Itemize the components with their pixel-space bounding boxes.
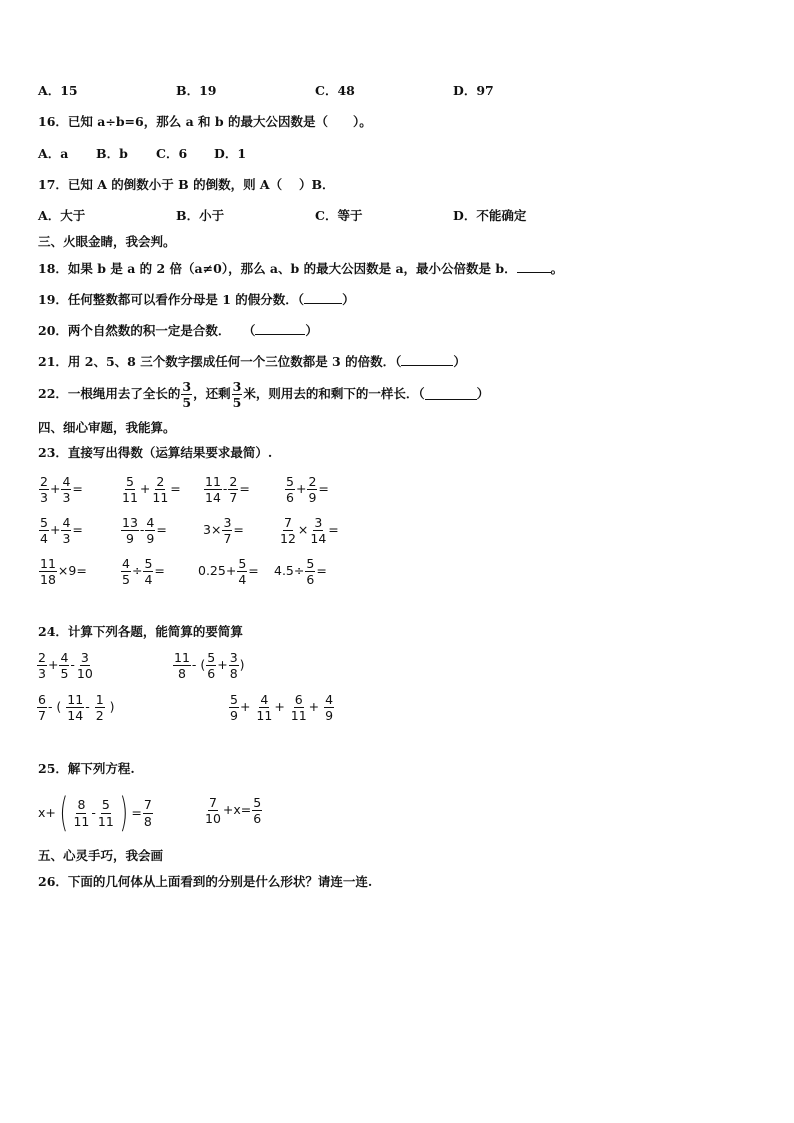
q17-option-c: C．等于 [315, 208, 363, 223]
expr-24-2: 11 8 - ( 5 6 + 3 8 ) [174, 650, 245, 682]
expr-23-6: 13 9 - 4 9 = [122, 515, 167, 547]
fraction-3-5-meter: 3 5 [232, 379, 242, 411]
question-24: 24．计算下列各题，能简算的要简算 [38, 624, 243, 639]
q15-option-c: C．48 [315, 83, 355, 98]
question-23: 23．直接写出得数（运算结果要求最简）. [38, 445, 273, 460]
equation-25-1: x+ ( 8 11 - 5 11 ) = 7 8 [38, 790, 152, 836]
expr-23-11: 0.25+ 5 4 = [198, 556, 259, 588]
section-3-heading: 三、火眼金睛，我会判。 [38, 234, 176, 249]
answer-blank-19[interactable] [304, 293, 342, 304]
q16-option-c: C．6 [156, 146, 188, 161]
q15-option-a: A．15 [38, 83, 78, 98]
question-22: 22．一根绳用去了全长的 3 5 ，还剩 3 5 米，则用去的和剩下的一样长．（ ） [38, 379, 490, 411]
expr-23-4: 5 6 + 2 9 = [286, 474, 329, 506]
expr-24-4: 5 9 + 4 11 + 6 11 + 4 9 [230, 692, 334, 724]
expr-23-12: 4.5÷ 5 6 = [274, 556, 327, 588]
q17-option-b: B．小于 [176, 208, 225, 223]
question-19-text: 19．任何整数都可以看作分母是 1 的假分数．（ [38, 292, 305, 307]
question-20: 20．两个自然数的积一定是合数． （ ） [38, 323, 318, 338]
expr-23-10: 4 5 ÷ 5 4 = [122, 556, 165, 588]
answer-blank-22[interactable] [425, 389, 477, 400]
question-25: 25．解下列方程. [38, 761, 135, 776]
section-4-heading: 四、细心审题，我能算。 [38, 420, 176, 435]
q17-option-d: D．不能确定 [453, 208, 527, 223]
question-21: 21．用 2、5、8 三个数字摆成任何一个三位数都是 3 的倍数．（ ） [38, 354, 466, 369]
question-22-text-b: ，还剩 [193, 386, 231, 402]
expr-23-1: 2 3 + 4 3 = [40, 474, 83, 506]
question-17: 17．已知 A 的倒数小于 B 的倒数，则 A（ ）B． [38, 177, 335, 192]
question-19: 19．任何整数都可以看作分母是 1 的假分数．（ ） [38, 292, 355, 307]
expr-23-3: 11 14 - 2 7 = [205, 474, 250, 506]
question-22-text-c: 米，则用去的和剩下的一样长．（ [243, 386, 425, 402]
q15-option-d: D．97 [453, 83, 494, 98]
answer-blank-20[interactable] [255, 324, 305, 335]
expr-24-3: 6 7 - ( 11 14 - 1 2 ) [38, 692, 115, 724]
expr-23-8: 7 12 × 3 14 = [280, 515, 339, 547]
answer-blank-18[interactable] [517, 262, 551, 273]
section-5-heading: 五、心灵手巧，我会画 [38, 848, 164, 863]
q17-option-a: A．大于 [38, 208, 86, 223]
question-16: 16．已知 a÷b=6，那么 a 和 b 的最大公因数是（ ）。 [38, 114, 372, 129]
q15-option-b: B．19 [176, 83, 217, 98]
q16-option-a: A．a [38, 146, 69, 161]
expr-23-2: 5 11 + 2 11 = [122, 474, 181, 506]
question-20-text: 20．两个自然数的积一定是合数． （ [38, 323, 256, 338]
question-18: 18．如果 b 是 a 的 2 倍（a≠0），那么 a、b 的最大公因数是 a，最小公倍数是 b． 。 [38, 261, 564, 276]
question-18-text: 18．如果 b 是 a 的 2 倍（a≠0），那么 a、b 的最大公因数是 a，最小公倍数是 b． [38, 261, 517, 276]
question-21-text: 21．用 2、5、8 三个数字摆成任何一个三位数都是 3 的倍数．（ [38, 354, 402, 369]
question-22-text-a: 22．一根绳用去了全长的 [38, 386, 181, 402]
q16-option-b: B．b [96, 146, 128, 161]
question-26: 26．下面的几何体从上面看到的分别是什么形状？请连一连. [38, 874, 373, 889]
answer-blank-21[interactable] [401, 355, 453, 366]
expr-23-5: 5 4 + 4 3 = [40, 515, 83, 547]
equation-25-2: 7 10 +x= 5 6 [205, 795, 262, 827]
q16-option-d: D．1 [214, 146, 247, 161]
fraction-3-5: 3 5 [182, 379, 192, 411]
expr-24-1: 2 3 + 4 5 - 3 10 [38, 650, 93, 682]
expr-23-7: 3× 3 7 = [203, 515, 244, 547]
expr-23-9: 11 18 ×9= [40, 556, 87, 588]
